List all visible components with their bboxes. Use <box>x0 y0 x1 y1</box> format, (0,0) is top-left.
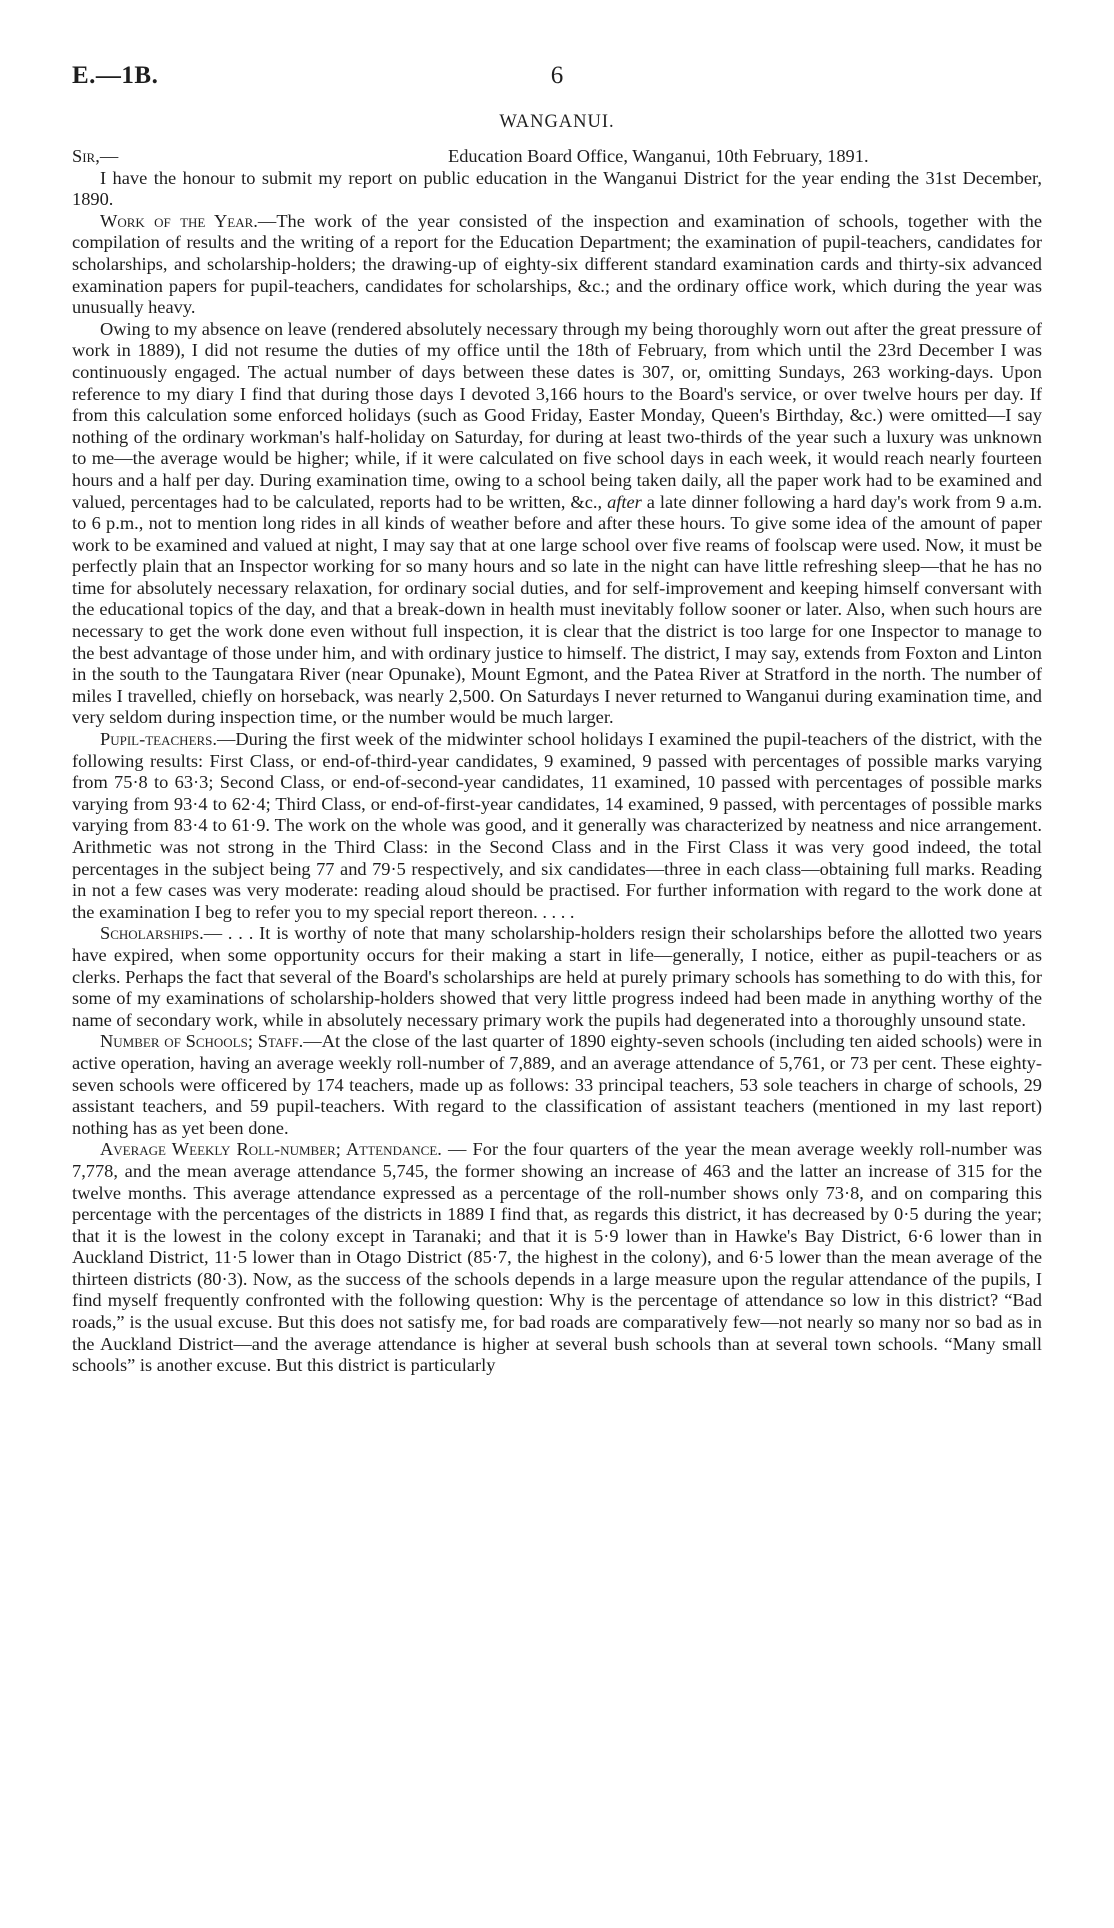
report-reference: E.—1B. <box>72 62 159 89</box>
paragraph-attendance <box>72 1139 1042 1377</box>
emphasis-text: after <box>607 491 642 512</box>
paragraph-work-of-the-year <box>72 211 1042 319</box>
page-header <box>72 62 1042 98</box>
paragraph-heading: Number of Schools; Staff. <box>100 1031 304 1052</box>
paragraph-text: Owing to my absence on leave (rendered absolutely necessary through my being thoroughly worn out after the great pressure of work in 1889), I did not resume the duties of my office until the 18th of February, from which until the 23rd December I was continuously engaged. The actual number of days between these dates is 307, or, omitting Sundays, 263 working-days. Upon reference to my diary I find that during those days I devoted 3,166 hours to the Board's service, or over twelve hours per day. If from this calculation some enforced holidays (such as Good Friday, Easter Monday, Queen's Birthday, &c.) were omitted—I say nothing of the ordinary workman's half-holiday on Saturday, for during at least two-thirds of the year such a luxury was unknown to me—the average would be higher; while, if it were calculated on five school days in each week, it would reach nearly fourteen hours and a half per day. During examination time, owing to a school being taken daily, all the paper work had to be examined and valued, percentages had to be calculated, reports had to be written, &c., <box>72 318 1042 512</box>
paragraph-inspector-workload <box>72 319 1042 729</box>
salutation: Sir,— <box>72 146 119 166</box>
dateline: Education Board Office, Wanganui, 10th February, 1891. <box>448 146 869 166</box>
paragraph-text: — . . . It is worthy of note that many scholarship-holders resign their scholarships before the allotted two years have expired, when some opportunity occurs for their making a start in life—generally, I notice, either as pupil-teachers or as clerks. Perhaps the fact that several of the Board's scholarships are held at purely primary schools has something to do with this, for some of my examinations of scholarship-holders showed that very little progress indeed had been made in anything worthy of the name of secondary work, while in absolutely necessary primary work the pupils had degenerated into a thoroughly unsound state. <box>72 923 1042 1030</box>
paragraph-heading: Average Weekly Roll-number; Attendance. <box>100 1139 442 1160</box>
paragraph-heading: Scholarships. <box>100 923 204 944</box>
paragraph-text: —The work of the year consisted of the inspection and examination of schools, together with the compilation of results and the writing of a report for the Education Department; the examination of pupil-teachers, candidates for scholarships, and scholarship-holders; the drawing-up of eighty-six different standard examination cards and thirty-six advanced examination papers for pupil-teachers, candidates for scholarships, &c.; and the ordinary office work, which during the year was unusually heavy. <box>72 210 1043 318</box>
report-body <box>72 146 1042 1377</box>
paragraph-pupil-teachers <box>72 729 1042 923</box>
paragraph-heading: Pupil-teachers. <box>100 729 218 750</box>
paragraph-text: — For the four quarters of the year the mean average weekly roll-number was 7,778, and the mean average attendance 5,745, the former showing an increase of 463 and the latter an increase of 315 for the twelve months. This average attendance expressed as a percentage of the roll-number shows only 73·8, and on comparing this percentage with the percentages of the districts in 1889 I find that, as regards this district, it has decreased by 0·5 during the year; that it is the lowest in the colony except in Taranaki; and that it is 5·9 lower than in Hawke's Bay District, 6·6 lower than in Auckland District, 11·5 lower than in Otago District (85·7, the highest in the colony), and 6·5 lower than the mean average of the thirteen districts (80·3). Now, as the success of the schools depends in a large measure upon the regular attendance of the pupils, I find myself frequently confronted with the following question: Why is the percentage of attendance so low in this district? “Bad roads,” is the usual excuse. But this does not satisfy me, for bad roads are comparatively few—not nearly so many nor so bad as in the Auckland District—and the average attendance is higher at several bush schools than at several town schools. “Many small schools” is another excuse. But this district is particularly <box>72 1139 1042 1376</box>
paragraph-text: —At the close of the last quarter of 1890 eighty-seven schools (including ten aided schools) were in active operation, having an average weekly roll-number of 7,889, and an average attendance of 5,761, or 73 per cent. These eighty-seven schools were officered by 174 teachers, made up as follows: 33 principal teachers, 53 sole teachers in charge of schools, 29 assistant teachers, and 59 pupil-teachers. With regard to the classification of assistant teachers (mentioned in my last report) nothing has as yet been done. <box>72 1031 1043 1138</box>
page-number: 6 <box>550 62 564 89</box>
paragraph-number-of-schools <box>72 1031 1042 1139</box>
paragraph-text: I have the honour to submit my report on public education in the Wanganui District for the year ending the 31st December, 1890. <box>72 167 1042 210</box>
paragraph-scholarships <box>72 923 1042 1031</box>
paragraph-text: —During the first week of the midwinter school holidays I examined the pupil-teachers of the district, with the following results: First Class, or end-of-third-year candidates, 9 examined, 9 passed with percentages of possible marks varying from 75·8 to 63·3; Second Class, or end-of-second-year candidates, 11 examined, 10 passed with percentages of possible marks varying from 93·4 to 62·4; Third Class, or end-of-first-year candidates, 14 examined, 9 passed, with percentages of possible marks varying from 83·4 to 61·9. The work on the whole was good, and it generally was characterized by neatness and nice arrangement. Arithmetic was not strong in the Third Class: in the Second Class and in the First Class it was very good indeed, the total percentages in the subject being 77 and 79·5 respectively, and six candidates—three in each class—obtaining full marks. Reading in not a few cases was very moderate: reading aloud should be practised. For further information with regard to the work done at the examination I beg to refer you to my special report thereon. . . . . <box>72 729 1042 922</box>
paragraph-heading: Work of the Year. <box>100 210 258 231</box>
dateline-row <box>72 146 1042 168</box>
paragraph-introduction <box>72 168 1042 211</box>
paragraph-text-continued: a late dinner following a hard day's work from 9 a.m. to 6 p.m., not to mention long rides in all kinds of weather before and after these hours. To give some idea of the amount of paper work to be examined and valued at night, I may say that at one large school over five reams of foolscap were used. Now, it must be perfectly plain that an Inspector working for so many hours and so late in the night can have little refreshing sleep—that he has no time for absolutely necessary relaxation, for ordinary social duties, and for self-improvement and keeping himself conversant with the educational topics of the day, and that a break-down in health must inevitably follow sooner or later. Also, when such hours are necessary to get the work done even without full inspection, it is clear that the district is too large for one Inspector to manage to the best advantage of those under him, and with ordinary justice to himself. The district, I may say, extends from Foxton and Linton in the south to the Taungatara River (near Opunake), Mount Egmont, and the Patea River at Stratford in the north. The number of miles I travelled, chiefly on horseback, was nearly 2,500. On Saturdays I never returned to Wanganui during examination time, and very seldom during inspection time, or the number would be much larger. <box>72 491 1043 728</box>
section-title: WANGANUI. <box>499 112 615 132</box>
